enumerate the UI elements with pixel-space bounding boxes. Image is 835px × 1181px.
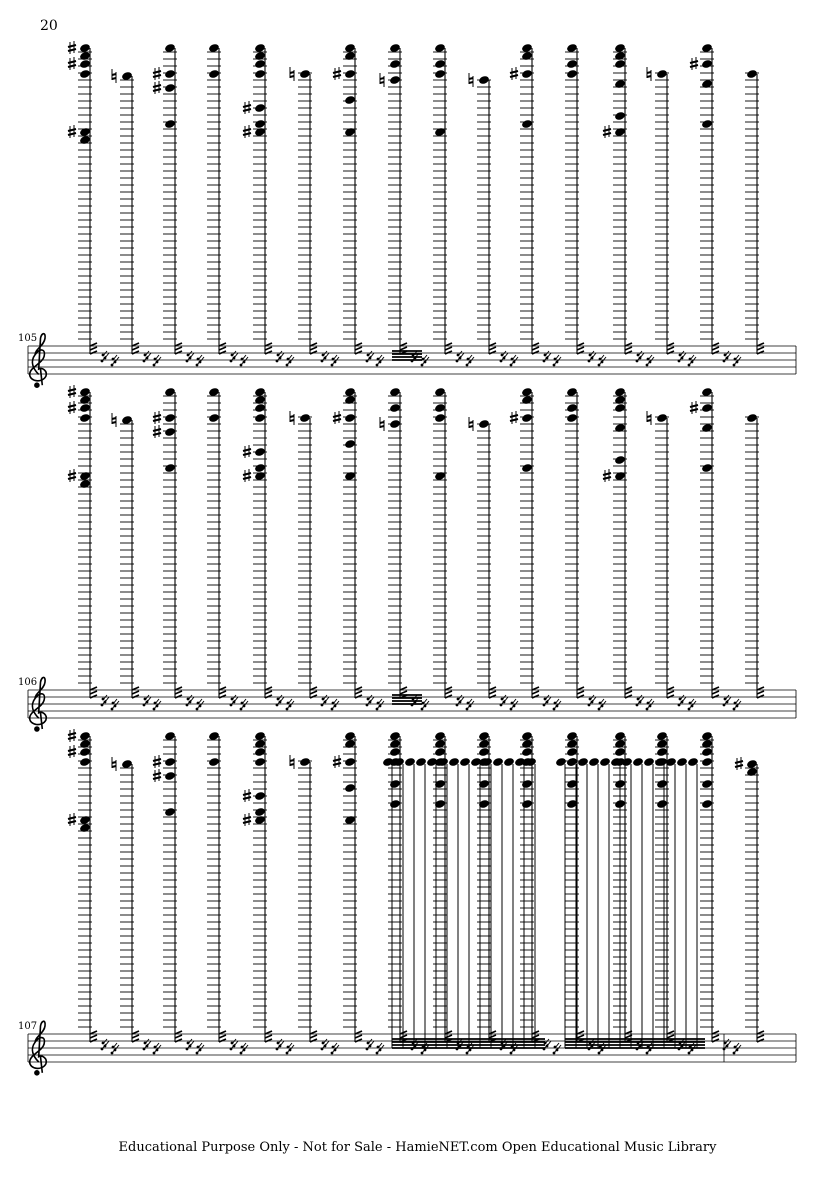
system-notes-2: [68, 385, 764, 710]
notes-layer: [68, 41, 764, 1054]
page-number: 20: [40, 18, 58, 34]
footer-text: Educational Purpose Only - Not for Sale - HamieNET.com Open Educational Music Library: [118, 1140, 717, 1155]
measure-number: 107: [18, 1021, 38, 1032]
measure-number: 105: [18, 333, 38, 344]
measure-number: 106: [18, 677, 38, 688]
system-notes-1: [68, 41, 764, 366]
system-notes-3: [68, 729, 764, 1054]
